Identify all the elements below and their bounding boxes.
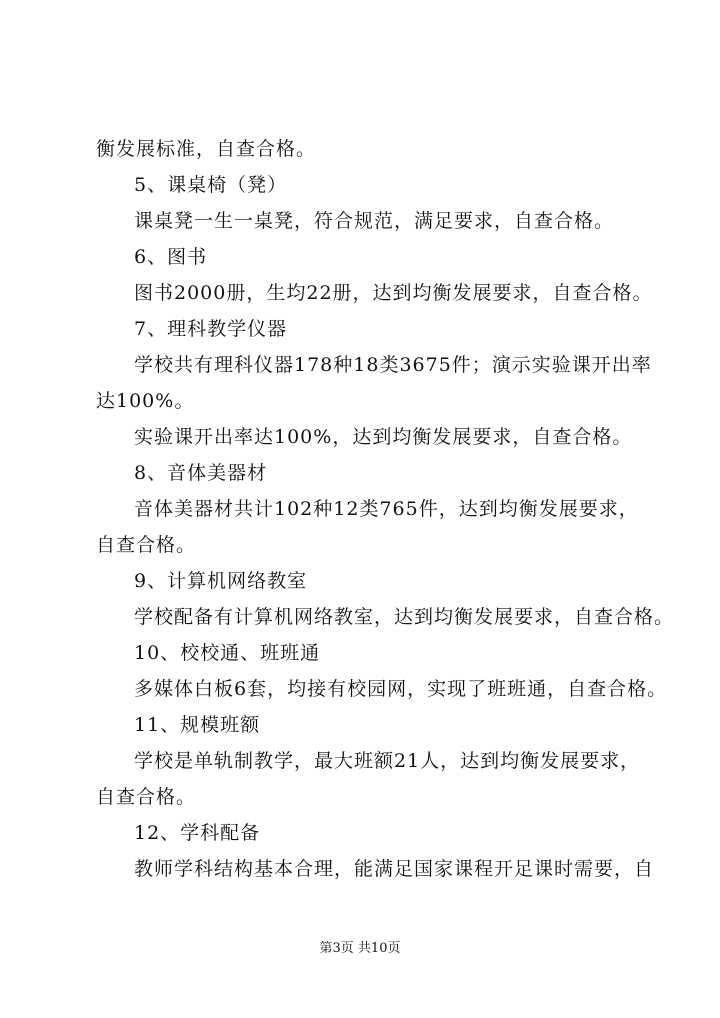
section-heading: 6、图书 — [134, 246, 208, 268]
text-line: 衡发展标准，自查合格。 — [96, 138, 317, 160]
page-footer: 第3页 共10页 — [319, 941, 401, 956]
section-heading: 8、音体美器材 — [134, 462, 268, 484]
text-line: 学校配备有计算机网络教室，达到均衡发展要求，自查合格。 — [134, 606, 675, 628]
text-line: 教师学科结构基本合理，能满足国家课程开足课时需要，自 — [134, 858, 655, 880]
text-line: 学校共有理科仪器178种18类3675件；演示实验课开出率 — [134, 354, 652, 376]
text-line: 达100%。 — [96, 390, 195, 412]
text-line: 实验课开出率达100%，达到均衡发展要求，自查合格。 — [134, 426, 633, 448]
text-line: 自查合格。 — [96, 786, 197, 808]
text-line: 自查合格。 — [96, 534, 197, 556]
section-heading: 11、规模班额 — [134, 714, 261, 736]
section-heading: 9、计算机网络教室 — [134, 570, 308, 592]
text-line: 图书2000册，生均22册，达到均衡发展要求，自查合格。 — [134, 282, 653, 304]
section-heading: 12、学科配备 — [134, 822, 261, 844]
text-line: 多媒体白板6套，均接有校园网，实现了班班通，自查合格。 — [134, 678, 668, 700]
text-line: 音体美器材共计102种12类765件，达到均衡发展要求， — [134, 498, 639, 520]
section-heading: 10、校校通、班班通 — [134, 642, 321, 664]
text-line: 课桌凳一生一桌凳，符合规范，满足要求，自查合格。 — [134, 210, 615, 232]
section-heading: 5、课桌椅（凳） — [134, 174, 288, 196]
section-heading: 7、理科教学仪器 — [134, 318, 288, 340]
text-line: 学校是单轨制教学，最大班额21人，达到均衡发展要求， — [134, 750, 641, 772]
